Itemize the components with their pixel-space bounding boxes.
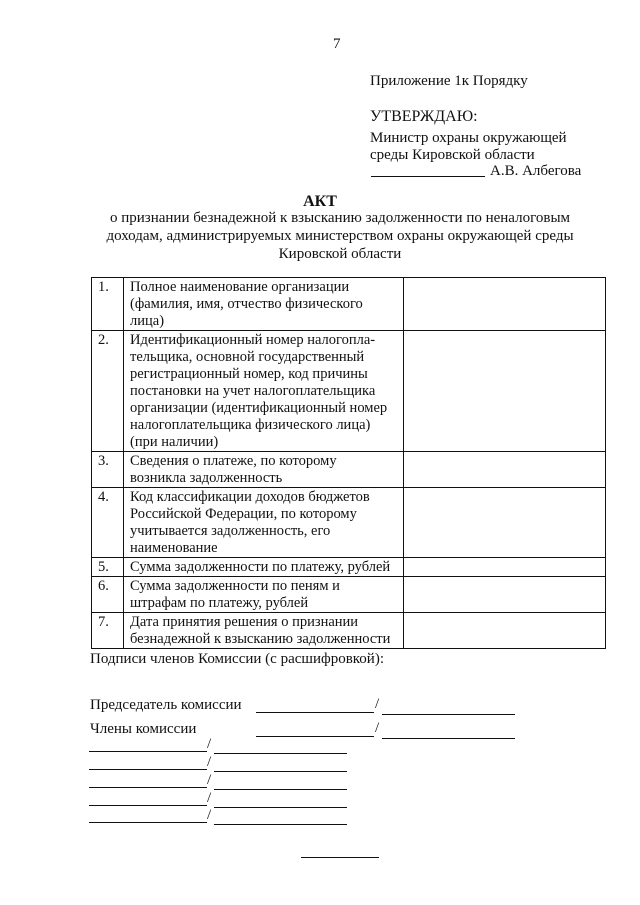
member-separator: / [207,807,212,823]
signatures-heading: Подписи членов Комиссии (с расшифровкой): [90,651,384,667]
row-description-line: организации (идентификационный номер [130,400,388,416]
row-description-line: наименование [130,540,218,556]
table-row [92,331,606,452]
table-row [92,613,606,649]
row-description-line: безнадежной к взысканию задолженности [130,631,391,647]
act-title: АКТ [303,193,337,210]
row-description-line: (при наличии) [130,434,219,450]
member-name-line [214,807,347,808]
member-signature-line [89,751,207,752]
page-number: 7 [333,36,341,52]
member-separator: / [207,790,212,806]
row-description-line: Сумма задолженности по платежу, рублей [130,559,391,575]
row-description-line: тельщика, основной государственный [130,349,365,365]
approver-signature-line [371,176,485,177]
member-signature-line [89,769,207,770]
chair-label: Председатель комиссии [90,697,242,713]
row-value-cell[interactable] [404,613,606,649]
member-name-line [214,824,347,825]
row-description-line: налогоплательщика физического лица) [130,417,371,433]
table-row [92,488,606,558]
table-row [92,278,606,331]
member-separator: / [207,772,212,788]
table-row [92,558,606,577]
member-signature-line [89,822,207,823]
member-separator: / [207,736,212,752]
table-row [92,577,606,613]
row-number: 5. [92,558,124,577]
row-description [124,452,404,488]
members-label: Члены комиссии [90,721,197,737]
row-description-line: Российской Федерации, по которому [130,506,357,522]
member-signature-line [89,805,207,806]
member-name-line [214,789,347,790]
row-number: 7. [92,613,124,649]
row-description-line: Дата принятия решения о признании [130,614,359,630]
act-subtitle-line3: Кировской области [278,246,402,262]
row-description-line: Сумма задолженности по пеням и [130,578,340,594]
row-value-cell[interactable] [404,577,606,613]
act-subtitle-line1: о признании безнадежной к взысканию задолженности по неналоговым [109,210,571,226]
row-description-line: возникла задолженность [130,470,283,486]
row-value-cell[interactable] [404,558,606,577]
chair-separator: / [375,696,380,712]
row-value-cell[interactable] [404,452,606,488]
row-description [124,613,404,649]
approver-position-line2: среды Кировской области [370,147,535,163]
table-row [92,452,606,488]
act-details-table [91,277,606,649]
row-description-line: Код классификации доходов бюджетов [130,489,370,505]
member-separator: / [375,720,380,736]
row-description-line: постановки на учет налогоплательщика [130,383,376,399]
act-subtitle [90,209,590,263]
member-separator: / [207,754,212,770]
row-description [124,488,404,558]
approval-heading: УТВЕРЖДАЮ: [370,108,478,125]
act-subtitle-line2: доходам, администрируемых министерством охраны окружающей среды [106,228,574,244]
chair-name-line [382,714,515,715]
appendix-reference: Приложение 1к Порядку [370,73,528,89]
row-description [124,558,404,577]
member-signature-line [89,787,207,788]
row-description-line: учитывается задолженность, его [130,523,331,539]
member-name-line [214,753,347,754]
footer-rule [301,857,379,858]
row-description [124,331,404,452]
row-number: 3. [92,452,124,488]
row-number: 1. [92,278,124,331]
approver-position-line1: Министр охраны окружающей [370,130,567,146]
row-number: 2. [92,331,124,452]
row-description-line: Идентификационный номер налогопла- [130,332,376,348]
member-name-line [382,738,515,739]
row-value-cell[interactable] [404,488,606,558]
row-value-cell[interactable] [404,331,606,452]
row-description-line: (фамилия, имя, отчество физического [130,296,363,312]
row-number: 4. [92,488,124,558]
row-description-line: регистрационный номер, код причины [130,366,368,382]
row-description-line: Сведения о платеже, по которому [130,453,337,469]
chair-signature-line [256,712,374,713]
row-description-line: лица) [130,313,165,329]
row-value-cell[interactable] [404,278,606,331]
row-description-line: штрафам по платежу, рублей [130,595,309,611]
row-description [124,577,404,613]
member-signature-line [256,736,374,737]
row-description [124,278,404,331]
approver-name: А.В. Албегова [490,163,582,179]
member-name-line [214,771,347,772]
row-number: 6. [92,577,124,613]
row-description-line: Полное наименование организации [130,279,350,295]
